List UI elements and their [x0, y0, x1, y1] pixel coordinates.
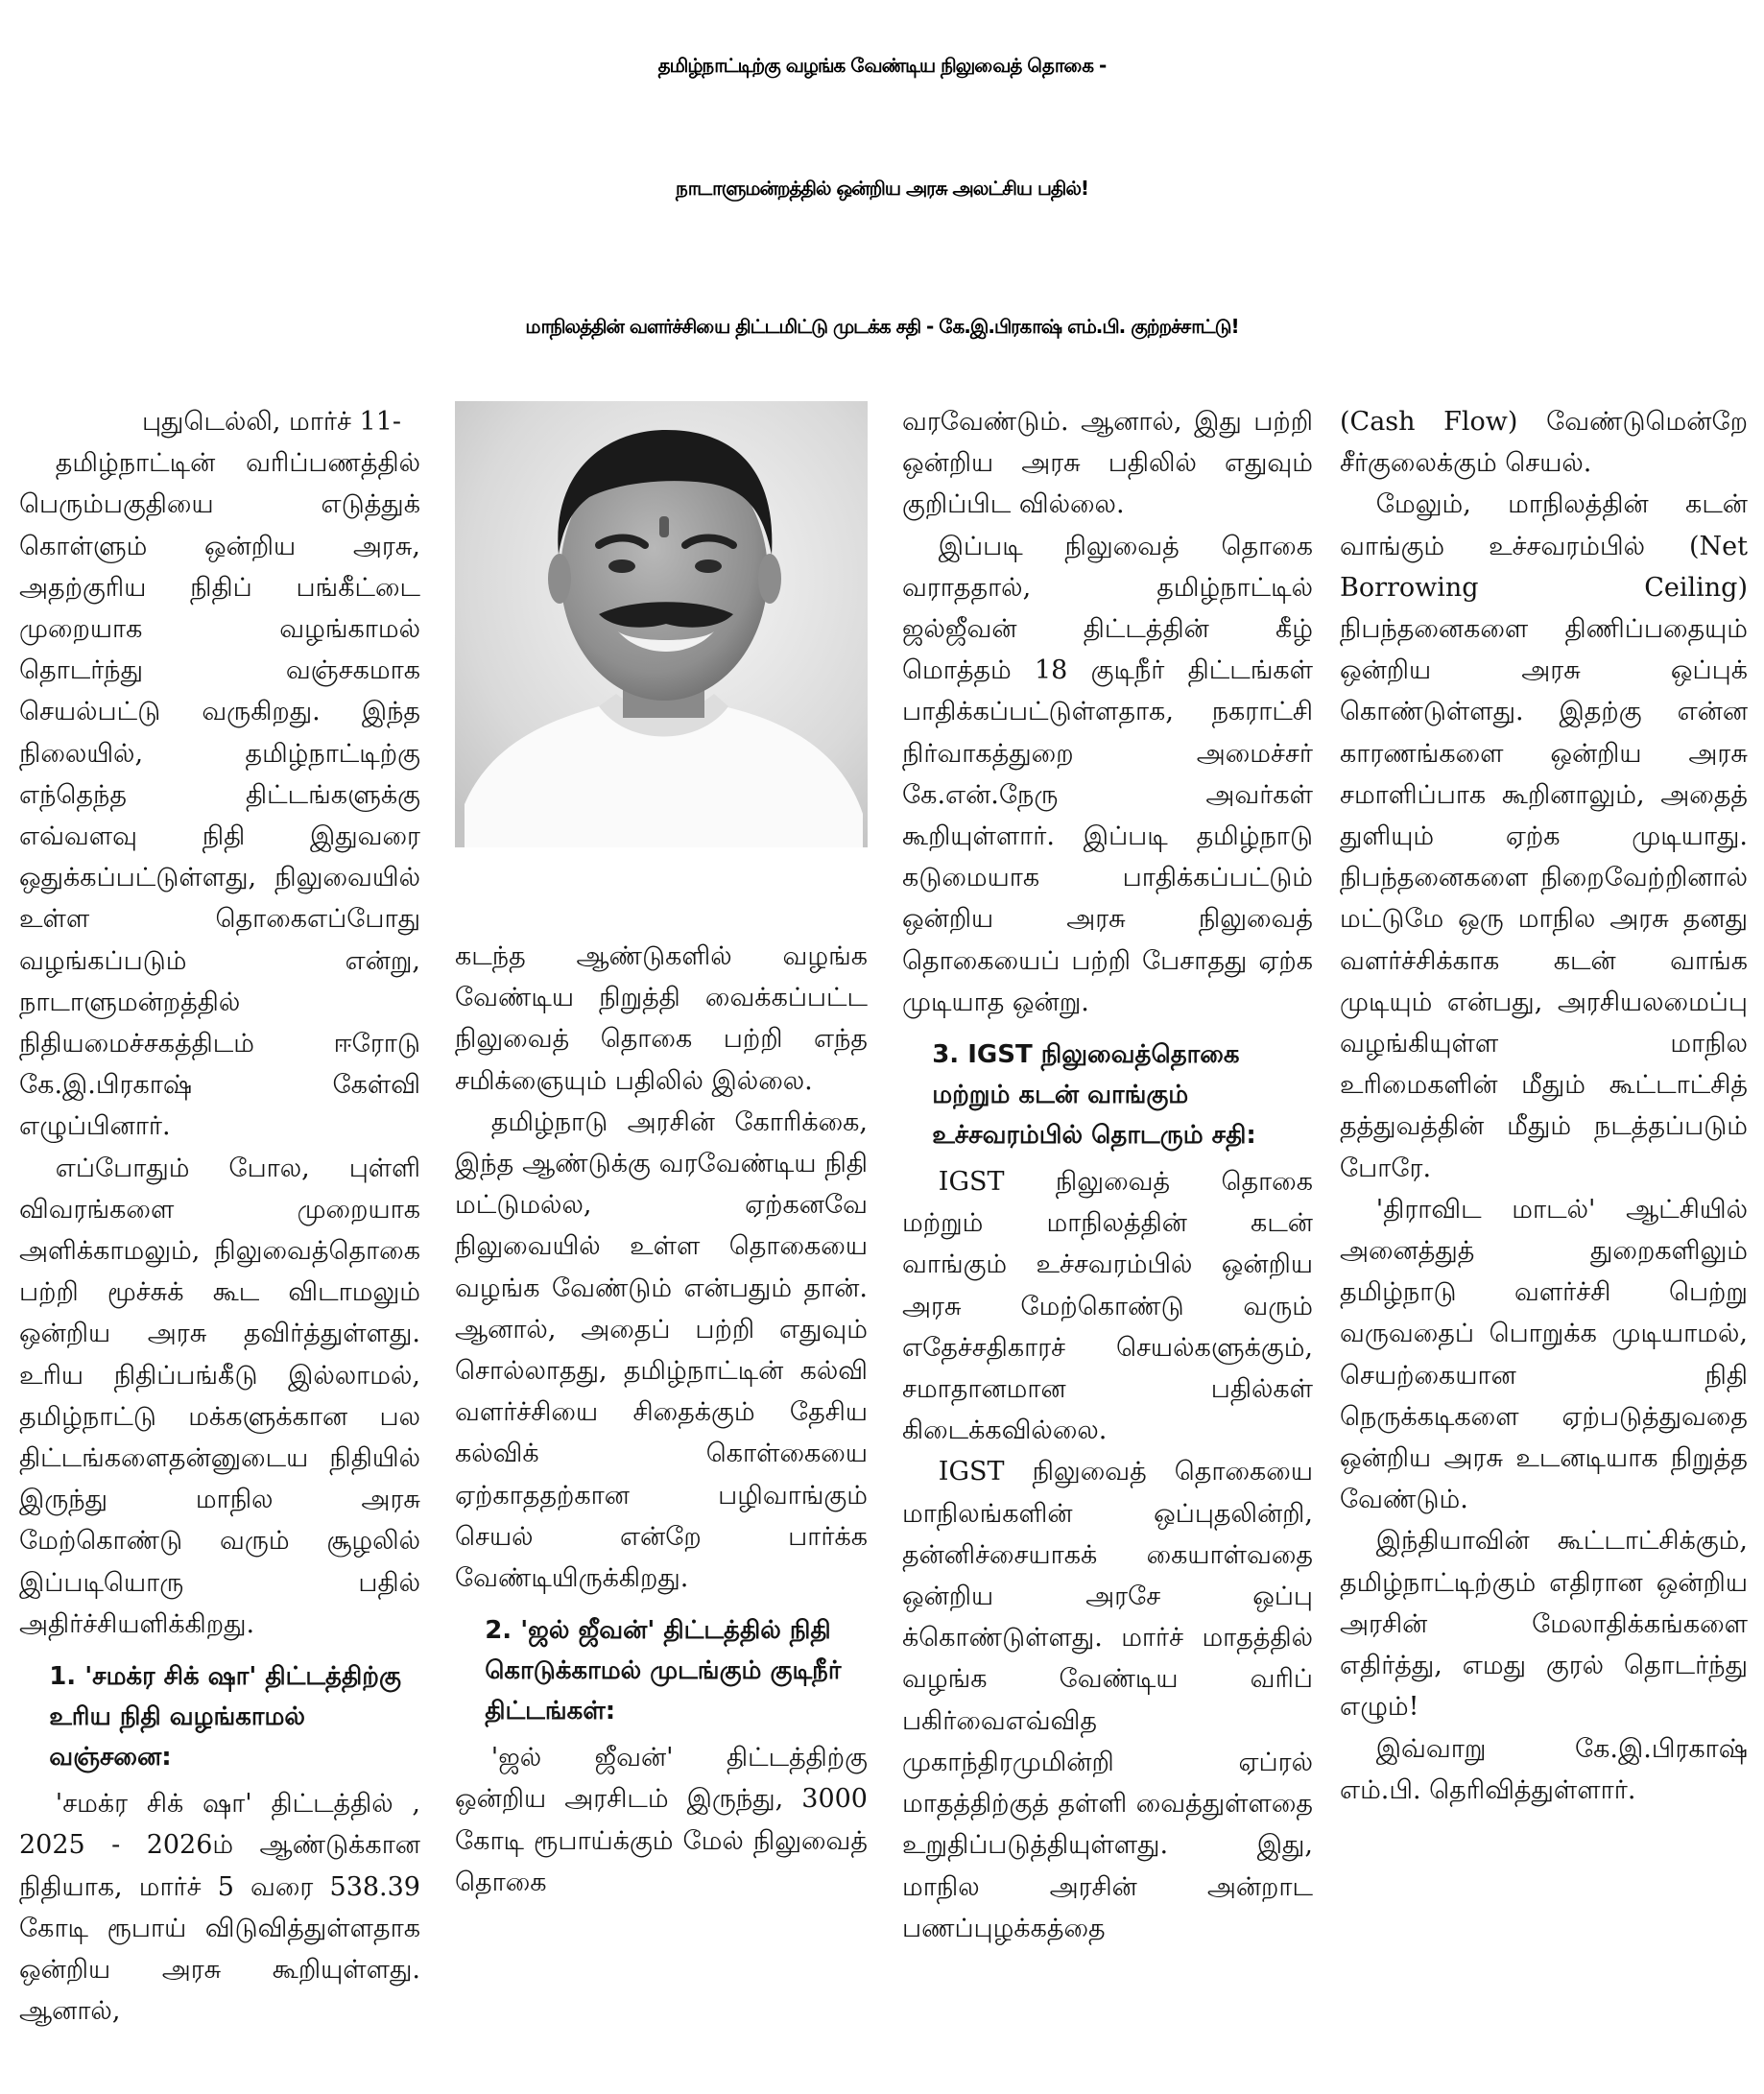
dateline: புதுடெல்லி, மார்ச் 11- [141, 407, 401, 437]
paragraph: 'திராவிட மாடல்' ஆட்சியில் அனைத்துத் துறைகளிலும் தமிழ்நாடு வளர்ச்சி பெற்று வருவதைப் பொறுக்க முடியாமல், செயற்கையான நிதி நெருக்கடிகளை ஏற்படுத்துவதை ஒன்றிய அரசு உடனடியாக நிறுத்த வேண்டும். [1340, 1194, 1748, 1515]
paragraph: தமிழ்நாட்டின் வரிப்பணத்தில் பெரும்பகுதியை எடுத்துக் கொள்ளும் ஒன்றிய அரசு, அதற்குரிய நிதிப் பங்கீட்டை முறையாக வழங்காமல் தொடர்ந்து வஞ்சகமாக செயல்பட்டு வருகிறது. இந்த நிலையில், தமிழ்நாட்டிற்கு எந்தெந்த திட்டங்களுக்கு எவ்வளவு நிதி இதுவரை ஒதுக்கப்பட்டுள்ளது, நிலுவையில் உள்ள தொகைஎப்போது வழங்கப்படும் என்று, நாடாளுமன்றத்தில் நிதியமைச்சகத்திடம் ஈரோடு கே.இ.பிரகாஷ் கேள்வி எழுப்பினார். [19, 448, 420, 1142]
paragraph: இப்படி நிலுவைத் தொகை வராததால், தமிழ்நாட்டில் ஜல்ஜீவன் திட்டத்தின் கீழ் மொத்தம் 18 குடிநீர் திட்டங்கள் பாதிக்கப்பட்டுள்ளதாக, நகராட்சி நிர்வாகத்துறை அமைச்சர் கே.என்.நேரு அவர்கள் கூறியுள்ளார். இப்படி தமிழ்நாடு கடுமையாக பாதிக்கப்பட்டும் ஒன்றிய அரசு நிலுவைத் தொகையைப் பற்றி பேசாதது ஏற்க முடியாத ஒன்று. [902, 531, 1313, 1017]
portrait-photo [455, 401, 868, 847]
paragraph: இந்தியாவின் கூட்டாட்சிக்கும், தமிழ்நாட்டிற்கும் எதிரான ஒன்றிய அரசின் மேலாதிக்கங்களை எதிர்த்து, எமது குரல் தொடர்ந்து எழும்! [1340, 1526, 1748, 1723]
paragraph: எப்போதும் போல, புள்ளி விவரங்களை முறையாக அளிக்காமலும், நிலுவைத்தொகை பற்றி மூச்சுக் கூட விடாமலும் ஒன்றிய அரசு தவிர்த்துள்ளது. உரிய நிதிப்பங்கீடு இல்லாமல், தமிழ்நாட்டு மக்களுக்கான பல திட்டங்களைதன்னுடைய நிதியில் இருந்து மாநில அரசு மேற்கொண்டு வரும் சூழலில் இப்படியொரு பதில் அதிர்ச்சியளிக்கிறது. [19, 1153, 420, 1639]
article-column-3 [902, 401, 1313, 1949]
paragraph: 'சமக்ர சிக் ஷா' திட்டத்தில் , 2025 - 2026ம் ஆண்டுக்கான நிதியாக, மார்ச் 5 வரை 538.39 கோடி ரூபாய் விடுவித்துள்ளதாக ஒன்றிய அரசு கூறியுள்ளது. ஆனால், [19, 1789, 420, 2027]
signoff: இவ்வாறு கே.இ.பிரகாஷ் எம்.பி. தெரிவித்துள்ளார். [1340, 1733, 1748, 1805]
portrait-photo-icon [455, 401, 868, 847]
paragraph: (Cash Flow) வேண்டுமென்றே சீர்குலைக்கும் செயல். [1340, 407, 1748, 479]
section-heading-3: 3. IGST நிலுவைத்தொகை மற்றும் கடன் வாங்கும் உச்சவரம்பில் தொடரும் சதி: [932, 1040, 1256, 1151]
paragraph: IGST நிலுவைத் தொகையை மாநிலங்களின் ஒப்புதலின்றி, தன்னிச்சையாகக் கையாள்வதை ஒன்றிய அரசே ஒப்பு க்கொண்டுள்ளது. மார்ச் மாதத்தில் வழங்க வேண்டிய வரிப் பகிர்வைஎவ்வித முகாந்திரமுமின்றி ஏப்ரல் மாதத்திற்குத் தள்ளி வைத்துள்ளதை உறுதிப்படுத்தியுள்ளது. இது, மாநில அரசின் அன்றாட பணப்புழக்கத்தை [902, 1457, 1313, 1943]
paragraph: மேலும், மாநிலத்தின் கடன் வாங்கும் உச்சவரம்பில் (Net Borrowing Ceiling) நிபந்தனைகளை திணிப்பதையும் ஒன்றிய அரசு ஒப்புக் கொண்டுள்ளது. இதற்கு என்ன காரணங்களை ஒன்றிய அரசு சமாளிப்பாக கூறினாலும், அதைத் துளியும் ஏற்க முடியாது. நிபந்தனைகளை நிறைவேற்றினால் மட்டுமே ஒரு மாநில அரசு தனது வளர்ச்சிக்காக கடன் வாங்க முடியும் என்பது, அரசியலமைப்பு வழங்கியுள்ள மாநில உரிமைகளின் மீதும் கூட்டாட்சித் தத்துவத்தின் மீதும் நடத்தப்படும் போரே. [1340, 489, 1748, 1183]
headline-line-2: நாடாளுமன்றத்தில் ஒன்றிய அரசு அலட்சிய பதில்! [675, 177, 1089, 200]
article-column-2 [455, 936, 868, 1903]
paragraph: வரவேண்டும். ஆனால், இது பற்றி ஒன்றிய அரசு பதிலில் எதுவும் குறிப்பிட வில்லை. [902, 407, 1313, 520]
paragraph: கடந்த ஆண்டுகளில் வழங்க வேண்டிய நிறுத்தி வைக்கப்பட்ட நிலுவைத் தொகை பற்றி எந்த சமிக்ஞையும் பதிலில் இல்லை. [455, 941, 868, 1096]
paragraph: IGST நிலுவைத் தொகை மற்றும் மாநிலத்தின் கடன் வாங்கும் உச்சவரம்பில் ஒன்றிய அரசு மேற்கொண்டு வரும் எதேச்சதிகாரச் செயல்களுக்கும், சமாதானமான பதில்கள் கிடைக்கவில்லை. [902, 1167, 1313, 1446]
article-column-4 [1340, 401, 1748, 1811]
sub-headline: மாநிலத்தின் வளர்ச்சியை திட்டமிட்டு முடக்க சதி - கே.இ.பிரகாஷ் எம்.பி. குற்றச்சாட்டு! [525, 315, 1239, 338]
paragraph: தமிழ்நாடு அரசின் கோரிக்கை, இந்த ஆண்டுக்கு வரவேண்டிய நிதி மட்டுமல்ல, ஏற்கனவே நிலுவையில் உள்ள தொகையை வழங்க வேண்டும் என்பதும் தான். ஆனால், அதைப் பற்றி எதுவும் சொல்லாதது, தமிழ்நாட்டின் கல்வி வளர்ச்சியை சிதைக்கும் தேசிய கல்விக் கொள்கையை ஏற்காததற்கான பழிவாங்கும் செயல் என்றே பார்க்க வேண்டியிருக்கிறது. [455, 1106, 868, 1594]
headline-line-1: தமிழ்நாட்டிற்கு வழங்க வேண்டிய நிலுவைத் தொகை - [657, 54, 1107, 77]
section-heading-2: 2. 'ஜல் ஜீவன்' திட்டத்தில் நிதி கொடுக்காமல் முடங்கும் குடிநீர் திட்டங்கள்: [485, 1616, 842, 1726]
article-column-1 [19, 401, 420, 2032]
section-heading-1: 1. 'சமக்ர சிக் ஷா' திட்டத்திற்கு உரிய நிதி வழங்காமல் வஞ்சனை: [49, 1662, 401, 1773]
paragraph: 'ஜல் ஜீவன்' திட்டத்திற்கு ஒன்றிய அரசிடம் இருந்து, 3000 கோடி ரூபாய்க்கும் மேல் நிலுவைத் தொகை [455, 1743, 868, 1897]
